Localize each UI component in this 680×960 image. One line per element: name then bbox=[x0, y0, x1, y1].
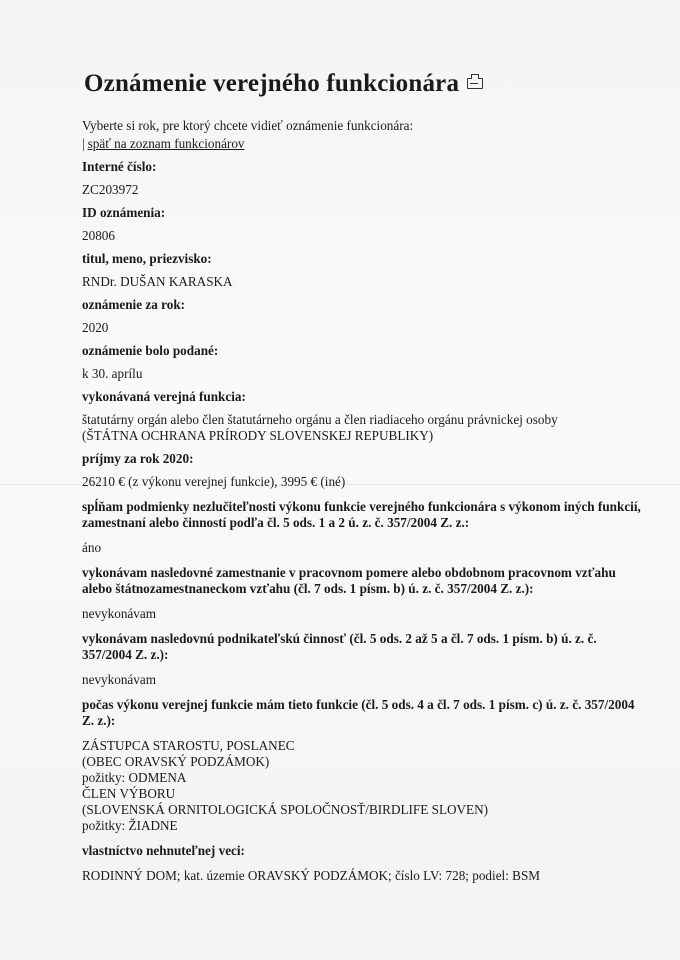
employment-label: vykonávam nasledovné zamestnanie v pracovnom pomere alebo obdobnom pracovnom vzťahu alebo štátnozamestnaneckom vzťahu (čl. 7 ods. 1 písm. b) ú. z. č. 357/2004 Z. z.): bbox=[82, 565, 616, 596]
income-value: 26210 € (z výkonu verejnej funkcie), 3995 € (iné) bbox=[82, 474, 346, 489]
employment-value: nevykonávam bbox=[82, 606, 156, 621]
incompatibility-value: áno bbox=[82, 540, 102, 555]
submitted-value: k 30. aprílu bbox=[82, 366, 143, 381]
other-functions-line: požitky: ODMENA bbox=[82, 770, 187, 785]
page-title-text: Oznámenie verejného funkcionára bbox=[84, 70, 460, 97]
other-functions-label: počas výkonu verejnej funkcie mám tieto funkcie (čl. 5 ods. 4 a čl. 7 ods. 1 písm. c) ú. z. č. 357/2004 Z. z.): bbox=[82, 697, 635, 728]
other-functions-line: (OBEC ORAVSKÝ PODZÁMOK) bbox=[82, 754, 270, 769]
other-functions-list bbox=[82, 738, 642, 834]
property-value: RODINNÝ DOM; kat. územie ORAVSKÝ PODZÁMOK; číslo LV: 728; podiel: BSM bbox=[82, 868, 541, 883]
year-select-prompt: Vyberte si rok, pre ktorý chcete vidieť oznámenie funkcionára: bbox=[82, 118, 414, 133]
name-label: titul, meno, priezvisko: bbox=[82, 251, 212, 266]
business-value: nevykonávam bbox=[82, 672, 156, 687]
property-label: vlastníctvo nehnuteľnej veci: bbox=[82, 843, 245, 858]
other-functions-line: ČLEN VÝBORU bbox=[82, 786, 176, 801]
other-functions-line: ZÁSTUPCA STAROSTU, POSLANEC bbox=[82, 738, 295, 753]
printer-icon[interactable] bbox=[467, 78, 483, 89]
name-value: RNDr. DUŠAN KARASKA bbox=[82, 274, 233, 289]
other-functions-line: (SLOVENSKÁ ORNITOLOGICKÁ SPOLOČNOSŤ/BIRDLIFE SLOVEN) bbox=[82, 802, 489, 817]
notice-id-value: 20806 bbox=[82, 228, 115, 243]
submitted-label: oznámenie bolo podané: bbox=[82, 343, 219, 358]
business-label: vykonávam nasledovnú podnikateľskú činnosť (čl. 5 ods. 2 až 5 a čl. 7 ods. 1 písm. b) ú. z. č. 357/2004 Z. z.): bbox=[82, 631, 597, 662]
other-functions-line: požitky: ŽIADNE bbox=[82, 818, 178, 833]
page-title bbox=[84, 70, 483, 98]
back-to-list-text: späť na zoznam funkcionárov bbox=[87, 136, 245, 151]
internal-number-label: Interné číslo: bbox=[82, 159, 157, 174]
declaration-content bbox=[82, 118, 642, 884]
public-function-label: vykonávaná verejná funkcia: bbox=[82, 389, 246, 404]
back-to-list-link[interactable] bbox=[82, 136, 642, 152]
link-bar: | bbox=[82, 136, 85, 151]
income-label: príjmy za rok 2020: bbox=[82, 451, 194, 466]
year-label: oznámenie za rok: bbox=[82, 297, 186, 312]
notice-id-label: ID oznámenia: bbox=[82, 205, 166, 220]
incompatibility-label: spĺňam podmienky nezlučiteľnosti výkonu funkcie verejného funkcionára s výkonom iných funkcií, zamestnaní alebo činností podľa čl. 5 ods. 1 a 2 ú. z. č. 357/2004 Z. z.: bbox=[82, 499, 641, 530]
year-value: 2020 bbox=[82, 320, 109, 335]
internal-number-value: ZC203972 bbox=[82, 182, 139, 197]
public-function-line-2: (ŠTÁTNA OCHRANA PRÍRODY SLOVENSKEJ REPUBLIKY) bbox=[82, 428, 434, 443]
public-function-line-1: štatutárny orgán alebo člen štatutárneho orgánu a člen riadiaceho orgánu právnickej osoby bbox=[82, 412, 558, 427]
